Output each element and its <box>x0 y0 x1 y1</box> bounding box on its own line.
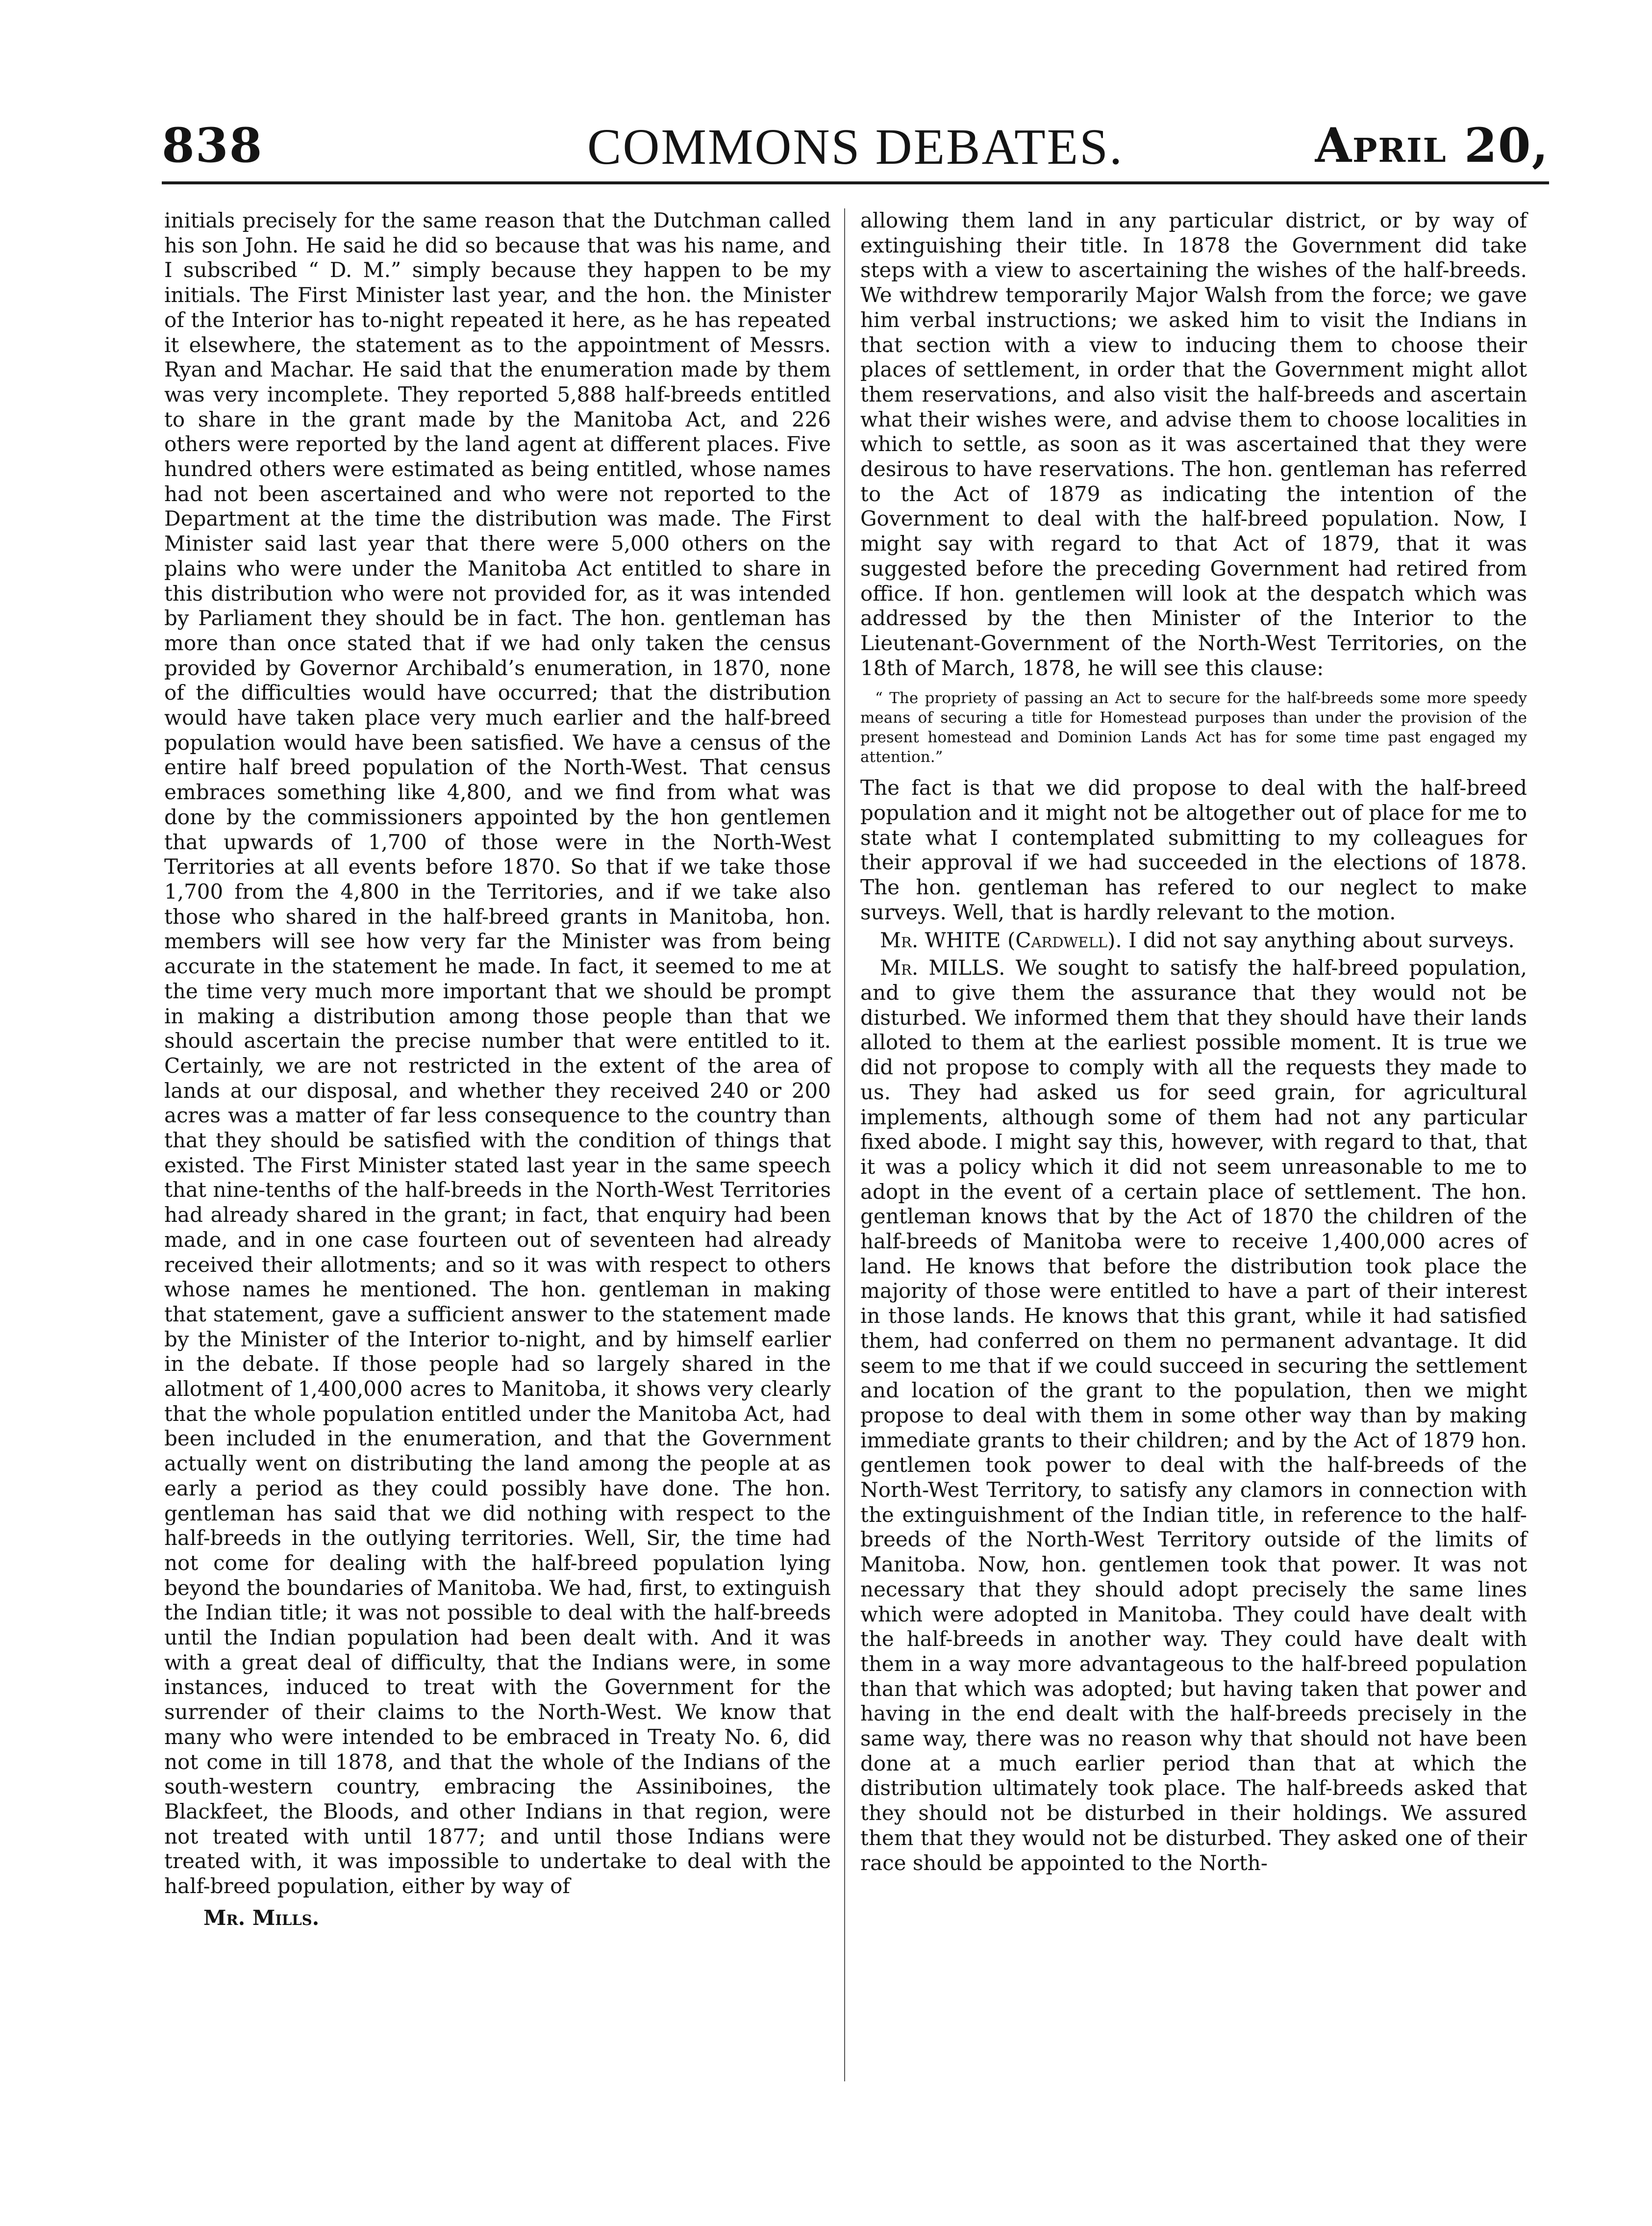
header-date: April 20, <box>1315 118 1549 173</box>
page-number: 838 <box>162 118 263 173</box>
speaker-name: Mr. WHITE (Cardwell). <box>880 928 1122 952</box>
right-column <box>860 208 1527 1875</box>
left-column <box>164 208 831 1931</box>
header-rule <box>162 181 1549 184</box>
paragraph: allowing them land in any particular district, or by way of extinguishing their title. In 1878 the Government did take steps with a view to ascertaining the wishes of the half-breeds. We withdrew temporarily Major Walsh from the force; we gave him verbal instructions; we asked him to visit the Indians in that section with a view to inducing them to choose their places of settlement, in order that the Government might allot them reservations, and also visit the half-breeds and ascertain what their wishes were, and advise them to choose localities in which to settle, as soon as it was ascertained that they were desirous to have reservations. The hon. gentleman has referred to the Act of 1879 as indicating the intention of the Government to deal with the half-breed population. Now, I might say with regard to that Act of 1879, that it was suggested before the preceding Government had retired from office. If hon. gentlemen will look at the despatch which was addressed by the then Minister of the Interior to the Lieutenant-Government of the North-West Territories, on the 18th of March, 1878, he will see this clause: <box>860 208 1527 680</box>
column-divider <box>844 208 845 2081</box>
quoted-clause: “ The propriety of passing an Act to secure for the half-breeds some more speedy means of securing a title for Homestead purposes than under the provision of the present homestead and Dominion Lands Act has for some time past engaged my attention.” <box>860 689 1527 766</box>
running-title: COMMONS DEBATES. <box>587 119 1124 175</box>
speech-text: We sought to satisfy the half-breed population, and to give them the assurance that they would not be disturbed. We informed them that they should have their lands alloted to them at the earliest possible moment. It is true we did not propose to comply with all the requests they made to us. They had asked us for seed grain, for agricultural implements, although some of them had not any particular fixed abode. I might say this, however, with regard to that, that it was a policy which it did not seem unreasonable to me to adopt in the event of a certain place of settlement. The hon. gentleman knows that by the Act of 1870 the children of the half-breeds of Manitoba were to receive 1,400,000 acres of land. He knows that before the distribution took place the majority of those were entitled to have a part of their interest in those lands. He knows that this grant, while it had satisfied them, had conferred on them no permanent advantage. It did seem to me that if we could succeed in securing the settlement and location of the grant to the population, then we might propose to deal with them in some other way than by making immediate grants to their children; and by the Act of 1879 hon. gentlemen took power to deal with the half-breeds of the North-West Territory, to satisfy any clamors in connection with the extinguishment of the Indian title, in reference to the half-breeds of the North-West Territory outside of the limits of Manitoba. Now, hon. gentlemen took that power. It was not necessary that they should adopt precisely the same lines which were adopted in Manitoba. They could have dealt with the half-breeds in another way. They could have dealt with them in a way more advantageous to the half-breed population than that which was adopted; but having taken that power and having in the end dealt with the half-breeds precisely in the same way, there was no reason why that should not have been done at a much earlier period than that at which the distribution ultimately took place. The half-breeds asked that they should not be disturbed in their holdings. We assured them that they would not be disturbed. They asked one of their race should be appointed to the North- <box>860 956 1527 1875</box>
page-header <box>162 118 1549 181</box>
speaker-footer: Mr. Mills. <box>203 1905 320 1930</box>
speech-text: I did not say anything about surveys. <box>1128 928 1515 952</box>
speaker-paragraph <box>860 928 1527 953</box>
paragraph: The fact is that we did propose to deal with the half-breed population and it might not be altogether out of place for me to state what I contemplated submitting to my colleagues for their approval if we had succeeded in the elections of 1878. The hon. gentleman has refered to our neglect to make surveys. Well, that is hardly relevant to the motion. <box>860 776 1527 924</box>
paragraph: initials precisely for the same reason that the Dutchman called his son John. He said he did so because that was his name, and I subscribed “ D. M.” simply because they happen to be my initials. The First Minister last year, and the hon. the Minister of the Interior has to-night repeated it here, as he has repeated it elsewhere, the statement as to the appointment of Messrs. Ryan and Machar. He said that the enumeration made by them was very incomplete. They reported 5,888 half-breeds entitled to share in the grant made by the Manitoba Act, and 226 others were reported by the land agent at different places. Five hundred others were estimated as being entitled, whose names had not been ascertained and who were not reported to the Department at the time the distribution was made. The First Minister said last year that there were 5,000 others on the plains who were under the Manitoba Act entitled to share in this distribution who were not provided for, as it was intended by Parliament they should be in fact. The hon. gentleman has more than once stated that if we had only taken the census provided by Governor Archibald’s enumeration, in 1870, none of the difficulties would have occurred; that the distribution would have taken place very much earlier and the half-breed population would have been satisfied. We have a census of the entire half breed population of the North-West. That census embraces something like 4,800, and we find from what was done by the commissioners appointed by the hon gentlemen that upwards of 1,700 of those were in the North-West Territories at all events before 1870. So that if we take those 1,700 from the 4,800 in the Territories, and if we take also those who shared in the half-breed grants in Manitoba, hon. members will see how very far the Minister was from being accurate in the statement he made. In fact, it seemed to me at the time very much more important that we should be prompt in making a distribution among those people than that we should ascertain the precise number that were entitled to it. Certainly, we are not restricted in the extent of the area of lands at our disposal, and whether they received 240 or 200 acres was a matter of far less consequence to the country than that they should be satisfied with the condition of things that existed. The First Minister stated last year in the same speech that nine-tenths of the half-breeds in the North-West Territories had already shared in the grant; in fact, that enquiry had been made, and in one case fourteen out of seventeen had already received their allotments; and so it was with respect to others whose names he mentioned. The hon. gentleman in making that statement, gave a sufficient answer to the statement made by the Minister of the Interior to-night, and by himself earlier in the debate. If those people had so largely shared in the allotment of 1,400,000 acres to Manitoba, it shows very clearly that the whole population entitled under the Manitoba Act, had been included in the enumeration, and that the Government actually went on distributing the land among the people at as early a period as they could possibly have done. The hon. gentleman has said that we did nothing with respect to the half-breeds in the outlying territories. Well, Sir, the time had not come for dealing with the half-breed population lying beyond the boundaries of Manitoba. We had, first, to extinguish the Indian title; it was not possible to deal with the half-breeds until the Indian population had been dealt with. And it was with a great deal of difficulty, that the Indians were, in some instances, induced to treat with the Government for the surrender of their claims to the North-West. We know that many who were intended to be embraced in Treaty No. 6, did not come in till 1878, and that the whole of the Indians of the south-western country, embracing the Assiniboines, the Blackfeet, the Bloods, and other Indians in that region, were not treated with until 1877; and until those Indians were treated with, it was impossible to undertake to deal with the half-breed population, either by way of <box>164 208 831 1898</box>
speaker-paragraph <box>860 956 1527 1875</box>
speaker-name: Mr. MILLS. <box>880 956 1005 980</box>
